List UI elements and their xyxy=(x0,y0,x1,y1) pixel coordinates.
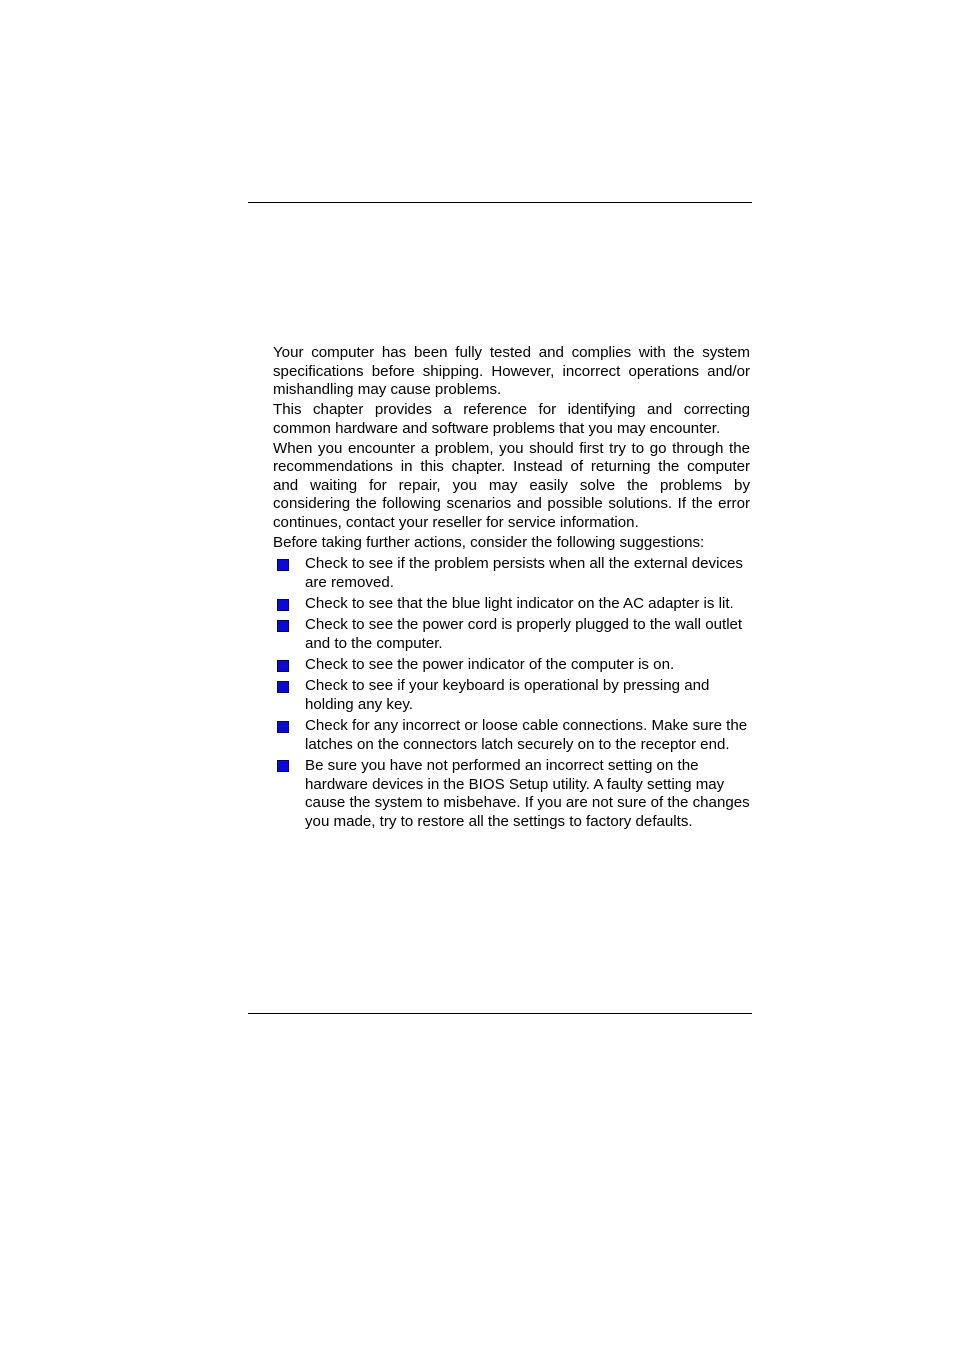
suggestion-text: Check to see if your keyboard is operational by pressing and holding any key. xyxy=(305,677,710,713)
suggestion-text: Be sure you have not performed an incorrect setting on the hardware devices in the BIOS Setup utility. A faulty setting may cause the system to misbehave. If you are not sure of the changes you made, try to restore all the settings to factory defaults. xyxy=(305,756,750,830)
suggestion-text: Check for any incorrect or loose cable connections. Make sure the latches on the connectors latch securely on to the receptor end. xyxy=(305,717,748,753)
list-item xyxy=(273,616,750,653)
list-item xyxy=(273,555,750,592)
list-item xyxy=(273,757,750,831)
suggestions-intro: Before taking further actions, consider the following suggestions: xyxy=(273,533,705,551)
list-item xyxy=(273,656,750,675)
suggestion-text: Check to see the power indicator of the computer is on. xyxy=(305,656,675,674)
suggestion-text: Check to see the power cord is properly plugged to the wall outlet and to the computer. xyxy=(305,616,743,652)
list-item xyxy=(273,595,750,614)
header-rule xyxy=(248,202,752,203)
square-bullet-icon xyxy=(277,660,289,672)
square-bullet-icon xyxy=(277,620,289,632)
list-item xyxy=(273,717,750,754)
suggestion-text: Check to see that the blue light indicator on the AC adapter is lit. xyxy=(305,595,734,613)
square-bullet-icon xyxy=(277,599,289,611)
list-item xyxy=(273,677,750,714)
square-bullet-icon xyxy=(277,760,289,772)
footer-rule xyxy=(248,1013,752,1014)
suggestion-list xyxy=(273,555,750,831)
suggestion-text: Check to see if the problem persists when all the external devices are removed. xyxy=(305,555,743,592)
square-bullet-icon xyxy=(277,559,289,571)
troubleshooting-approach-paragraph: When you encounter a problem, you should first try to go through the recommendations in this chapter. Instead of returning the computer and waiting for repair, you may easily solve the problems by considering the following scenarios and possible solutions. If the error continues, contact your reseller for service information. xyxy=(273,439,750,531)
square-bullet-icon xyxy=(277,681,289,693)
intro-paragraph: Your computer has been fully tested and complies with the system specifications before shipping. However, incorrect operations and/or mishandling may cause problems. xyxy=(273,344,750,399)
square-bullet-icon xyxy=(277,721,289,733)
chapter-purpose-paragraph: This chapter provides a reference for identifying and correcting common hardware and software problems that you may encounter. xyxy=(273,401,750,437)
page-content xyxy=(273,344,750,834)
